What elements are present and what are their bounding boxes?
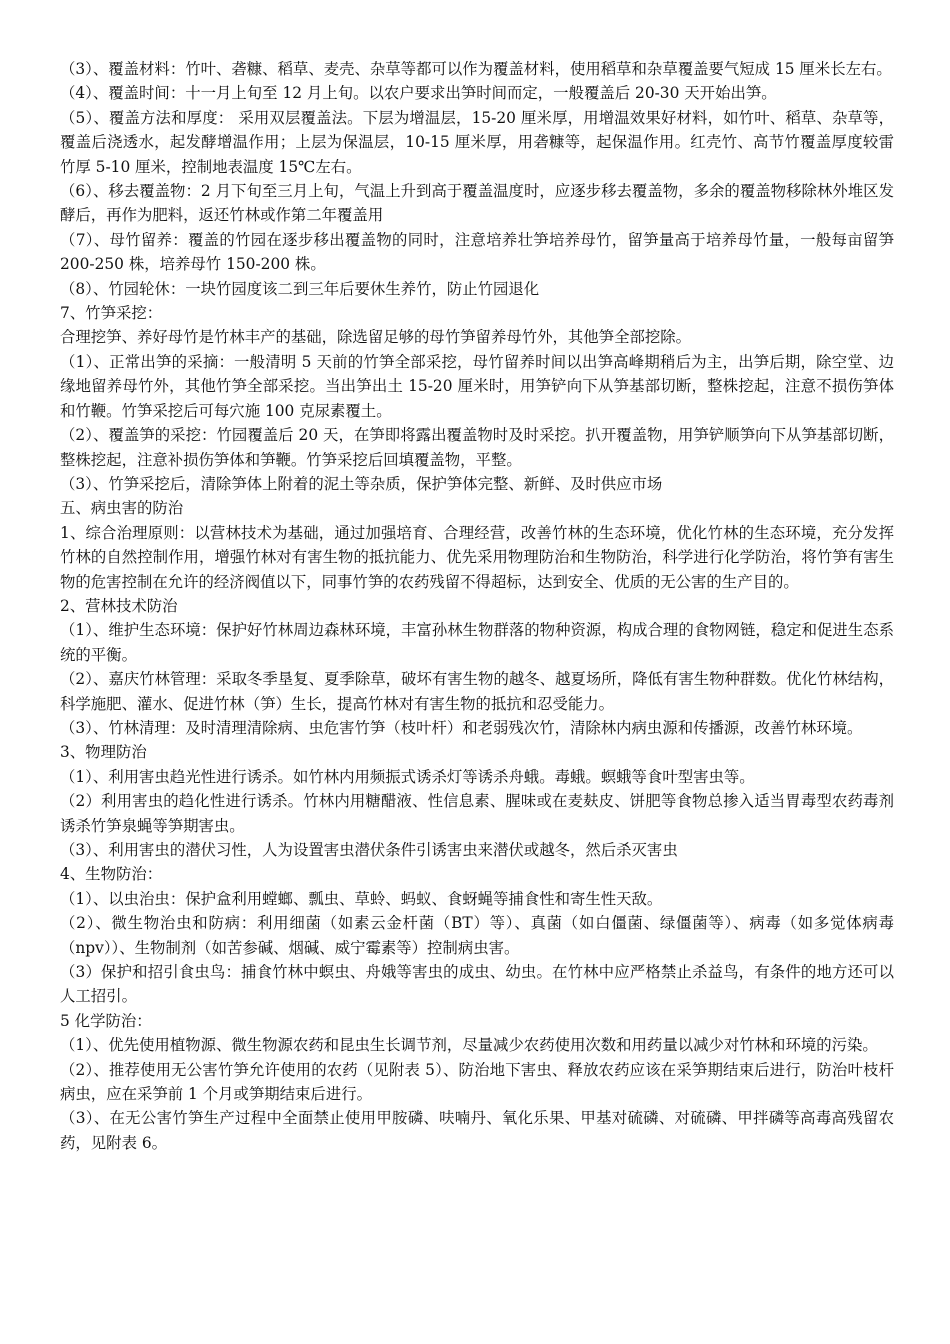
paragraph-normal-harvest: （1）、正常出笋的采摘：一般清明 5 天前的竹笋全部采挖，母竹留养时间以出笋高峰期稍后为主，出笋后期，除空堂、边缘地留养母竹外，其他竹笋全部采挖。当出笋出土 15-20 厘米时，用笋铲向下从笋基部切断，整株挖起，注意不损伤笋体和竹鞭。竹笋采挖后可每穴施 100 克尿素覆土。 <box>60 352 894 420</box>
paragraph-forest-cleanup: （3）、竹林清理：及时清理清除病、虫危害竹笋（枝叶杆）和老弱残次竹，清除林内病虫源和传播源，改善竹林环境。 <box>60 718 863 737</box>
paragraph-after-harvest: （3）、竹笋采挖后，清除笋体上附着的泥土等杂质，保护笋体完整、新鲜、及时供应市场 <box>60 474 663 493</box>
paragraph-birds: （3）保护和招引食虫鸟：捕食竹林中螟虫、舟娥等害虫的成虫、幼虫。在竹林中应严格禁止杀益鸟，有条件的地方还可以人工招引。 <box>60 963 894 1006</box>
heading-shoot-harvest: 7、竹笋采挖： <box>60 304 163 323</box>
paragraph-phototaxis: （1）、利用害虫趋光性进行诱杀。如竹林内用频振式诱杀灯等诱杀舟蛾。毒蛾。螟蛾等食叶型害虫等。 <box>60 767 755 786</box>
paragraph-ecology: （1）、维护生态环境：保护好竹林周边森林环境，丰富孙林生物群落的物种资源，构成合理的食物网链，稳定和促进生态系统的平衡。 <box>60 621 894 664</box>
paragraph-recommended-pesticides: （2）、推荐使用无公害竹笋允许使用的农药（见附表 5）、防治地下害虫、释放农药应该在采笋期结束后进行，防治叶枝杆病虫，应在采笋前 1 个月或笋期结束后进行。 <box>60 1060 894 1104</box>
paragraph-forest-management: （2）、嘉庆竹林管理：采取冬季垦复、夏季除草，破坏有害生物的越冬、越夏场所，降低有害生物种群数。优化竹林结构，科学施肥、灌水、促进竹林（笋）生长，提高竹林对有害生物的抵抗和忍受能力。 <box>60 670 894 713</box>
paragraph-harvest-intro: 合理挖笋、养好母竹是竹林丰产的基础，除选留足够的母竹笋留养母竹外，其他笋全部挖除。 <box>60 328 692 347</box>
paragraph-covered-harvest: （2）、覆盖笋的采挖：竹园覆盖后 20 天，在笋即将露出覆盖物时及时采挖。扒开覆盖物，用笋铲顺笋向下从笋基部切断，整株挖起，注意补损伤笋体和笋鞭。竹笋采挖后回填覆盖物，平整。 <box>60 426 894 469</box>
paragraph-remove-covering: （6）、移去覆盖物：2 月下旬至三月上旬，气温上升到高于覆盖温度时，应逐步移去覆盖物，多余的覆盖物移除林外堆区发酵后，再作为肥料，返还竹林或作第二年覆盖用 <box>60 182 894 225</box>
paragraph-natural-enemies: （1）、以虫治虫：保护盒利用螳螂、瓢虫、草蛉、蚂蚁、食蚜蝇等捕食性和寄生性天敌。 <box>60 889 663 908</box>
paragraph-latency: （3）、利用害虫的潜伏习性，人为设置害虫潜伏条件引诱害虫来潜伏或越冬，然后杀灭害虫 <box>60 841 678 859</box>
heading-biological-control: 4、生物防治： <box>60 865 163 884</box>
heading-silviculture-control: 2、营林技术防治 <box>60 596 178 615</box>
paragraph-rotation-rest: （8）、竹园轮休：一块竹园度该二到三年后要休生养竹，防止竹园退化 <box>60 279 540 298</box>
paragraph-covering-time: （4）、覆盖时间：十一月上旬至 12 月上旬。以农户要求出笋时间而定，一般覆盖后 20-30 天开始出笋。 <box>60 84 777 103</box>
paragraph-covering-material: （3）、覆盖材料：竹叶、砻糠、稻草、麦壳、杂草等都可以作为覆盖材料，使用稻草和杂草覆盖要气短成 15 厘米长左右。 <box>60 60 892 78</box>
heading-chemical-control: 5 化学防治： <box>60 1011 152 1030</box>
paragraph-priority-pesticides: （1）、优先使用植物源、微生物源农药和昆虫生长调节剂，尽量减少农药使用次数和用药量以减少对竹林和环境的污染。 <box>60 1036 878 1055</box>
heading-physical-control: 3、物理防治 <box>60 743 147 762</box>
paragraph-covering-method: （5）、覆盖方法和厚度： 采用双层覆盖法。下层为增温层，15-20 厘米厚，用增温效果好材料，如竹叶、稻草、杂草等，覆盖后浇透水，起发酵增温作用；上层为保温层，10-15 厘米厚，用砻糠等，起保温作用。红壳竹、高节竹覆盖厚度较雷竹厚 5-10 厘米，控制地表温度 15℃左右。 <box>60 108 894 176</box>
paragraph-integrated-principle: 1、综合治理原则：以营林技术为基础，通过加强培育、合理经营，改善竹林的生态环境，优化竹林的生态环境，充分发挥竹林的自然控制作用，增强竹林对有害生物的抵抗能力、优先采用物理防治和生物防治，科学进行化学防治，将竹笋有害生物的危害控制在允许的经济阀值以下，同事竹笋的农药残留不得超标，达到安全、优质的无公害的生产目的。 <box>60 523 894 591</box>
paragraph-banned-pesticides: （3）、在无公害竹笋生产过程中全面禁止使用甲胺磷、呋喃丹、氧化乐果、甲基对硫磷、对硫磷、甲拌磷等高毒高残留农药，见附表 6。 <box>60 1109 894 1152</box>
paragraph-microbial-control: （2）、微生物治虫和防病：利用细菌（如素云金杆菌（BT）等）、真菌（如白僵菌、绿僵菌等）、病毒（如多觉体病毒（npv））、生物制剂（如苦参碱、烟碱、威宁霉素等）控制病虫害。 <box>60 914 894 957</box>
heading-pest-control: 五、病虫害的防治 <box>60 499 184 518</box>
paragraph-chemotaxis: （2）利用害虫的趋化性进行诱杀。竹林内用糖醋液、性信息素、腥味或在麦麸皮、饼肥等食物总掺入适当胃毒型农药毒剂诱杀竹笋泉蝇等笋期害虫。 <box>60 792 894 835</box>
paragraph-mother-bamboo: （7）、母竹留养：覆盖的竹园在逐步移出覆盖物的同时，注意培养壮笋培养母竹，留笋量高于培养母竹量，一般每亩留笋 200-250 株，培养母竹 150-200 株。 <box>60 230 894 274</box>
